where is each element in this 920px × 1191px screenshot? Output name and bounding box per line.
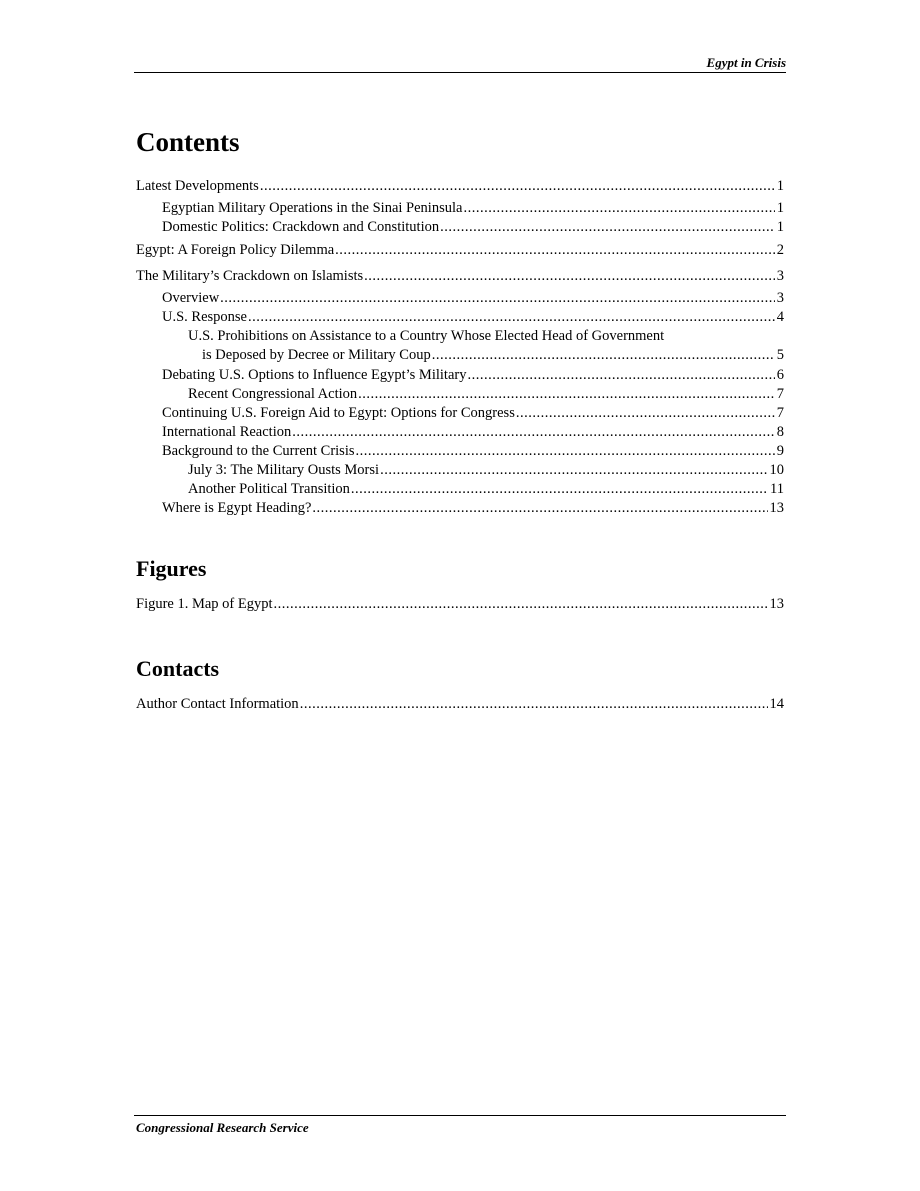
toc-entry-label: Continuing U.S. Foreign Aid to Egypt: Options for Congress bbox=[162, 405, 515, 421]
toc-page-number: 8 bbox=[776, 424, 784, 440]
toc-entry-label: Recent Congressional Action bbox=[188, 386, 358, 402]
toc-page-number: 13 bbox=[769, 500, 784, 516]
toc-page-number: 1 bbox=[776, 200, 784, 216]
toc-entry[interactable] bbox=[136, 177, 784, 196]
dot-leader bbox=[300, 695, 768, 714]
toc-page-number: 7 bbox=[776, 386, 784, 402]
toc-page-number: 11 bbox=[770, 481, 784, 497]
toc-page-number: 14 bbox=[769, 696, 784, 712]
toc-entry-label: The Military’s Crackdown on Islamists bbox=[136, 268, 364, 284]
contents-heading: Contents bbox=[136, 127, 240, 157]
toc-page-number: 6 bbox=[776, 367, 784, 383]
toc-entry-label: Debating U.S. Options to Influence Egypt’s Military bbox=[162, 367, 467, 383]
toc-entry-label: Overview bbox=[162, 290, 220, 306]
dot-leader bbox=[356, 442, 775, 461]
toc-entry-label: July 3: The Military Ousts Morsi bbox=[188, 462, 380, 478]
toc-entry[interactable] bbox=[136, 423, 784, 442]
toc-page-number: 3 bbox=[776, 268, 784, 284]
toc-page-number: 1 bbox=[776, 178, 784, 194]
toc-entry[interactable] bbox=[136, 499, 784, 518]
running-header: Egypt in Crisis bbox=[706, 55, 786, 70]
toc-page-number: 9 bbox=[776, 443, 784, 459]
toc-entry-label: Domestic Politics: Crackdown and Constitution bbox=[162, 219, 440, 235]
toc-entry-label-line2: is Deposed by Decree or Military Coup bbox=[202, 347, 431, 363]
toc-entry-label: International Reaction bbox=[162, 424, 292, 440]
toc-entry-label: Egypt: A Foreign Policy Dilemma bbox=[136, 242, 335, 258]
toc-page-number: 10 bbox=[769, 462, 784, 478]
toc-entry-label: U.S. Response bbox=[162, 309, 247, 325]
dot-leader bbox=[467, 366, 774, 385]
dot-leader bbox=[432, 346, 775, 365]
toc-entry[interactable] bbox=[136, 308, 784, 327]
toc-entry-label: Background to the Current Crisis bbox=[162, 443, 355, 459]
toc-entry[interactable] bbox=[136, 267, 784, 286]
toc-page-number: 13 bbox=[769, 596, 784, 612]
toc-entry[interactable] bbox=[136, 327, 784, 365]
dot-leader bbox=[260, 177, 775, 196]
toc-entry[interactable] bbox=[136, 218, 784, 237]
toc-entry[interactable] bbox=[136, 480, 784, 499]
toc-page-number: 1 bbox=[776, 219, 784, 235]
toc-page-number: 4 bbox=[776, 309, 784, 325]
toc-entry[interactable] bbox=[136, 461, 784, 480]
dot-leader bbox=[292, 423, 775, 442]
dot-leader bbox=[516, 404, 775, 423]
toc-entry-label-line1: U.S. Prohibitions on Assistance to a Country Whose Elected Head of Government bbox=[188, 328, 665, 344]
toc-entry-label: Figure 1. Map of Egypt bbox=[136, 596, 273, 612]
dot-leader bbox=[220, 289, 775, 308]
dot-leader bbox=[364, 267, 775, 286]
dot-leader bbox=[440, 218, 775, 237]
toc-entry-label: Author Contact Information bbox=[136, 696, 299, 712]
dot-leader bbox=[358, 385, 775, 404]
header-rule bbox=[134, 72, 786, 73]
dot-leader bbox=[312, 499, 767, 518]
toc-page-number: 5 bbox=[776, 347, 784, 363]
dot-leader bbox=[335, 241, 775, 260]
toc-entry-label: Another Political Transition bbox=[188, 481, 350, 497]
contacts-heading: Contacts bbox=[136, 656, 220, 681]
toc-page-number: 3 bbox=[776, 290, 784, 306]
toc-page-number: 2 bbox=[776, 242, 784, 258]
toc-entry[interactable] bbox=[136, 241, 784, 260]
toc-entry[interactable] bbox=[136, 385, 784, 404]
toc-page-number: 7 bbox=[776, 405, 784, 421]
running-footer: Congressional Research Service bbox=[136, 1120, 309, 1135]
toc-entry[interactable] bbox=[136, 199, 784, 218]
dot-leader bbox=[380, 461, 767, 480]
dot-leader bbox=[274, 595, 768, 614]
toc-entry-label: Egyptian Military Operations in the Sinai Peninsula bbox=[162, 200, 463, 216]
figures-heading: Figures bbox=[136, 556, 207, 581]
toc-entry[interactable] bbox=[136, 366, 784, 385]
toc-entry[interactable] bbox=[136, 695, 784, 714]
footer-rule bbox=[134, 1115, 786, 1116]
dot-leader bbox=[351, 480, 768, 499]
toc-entry[interactable] bbox=[136, 289, 784, 308]
toc-entry[interactable] bbox=[136, 595, 784, 614]
toc-entry[interactable] bbox=[136, 404, 784, 423]
dot-leader bbox=[248, 308, 775, 327]
toc-entry[interactable] bbox=[136, 442, 784, 461]
toc-entry-label: Latest Developments bbox=[136, 178, 259, 194]
dot-leader bbox=[463, 199, 774, 218]
toc-entry-label: Where is Egypt Heading? bbox=[162, 500, 312, 516]
